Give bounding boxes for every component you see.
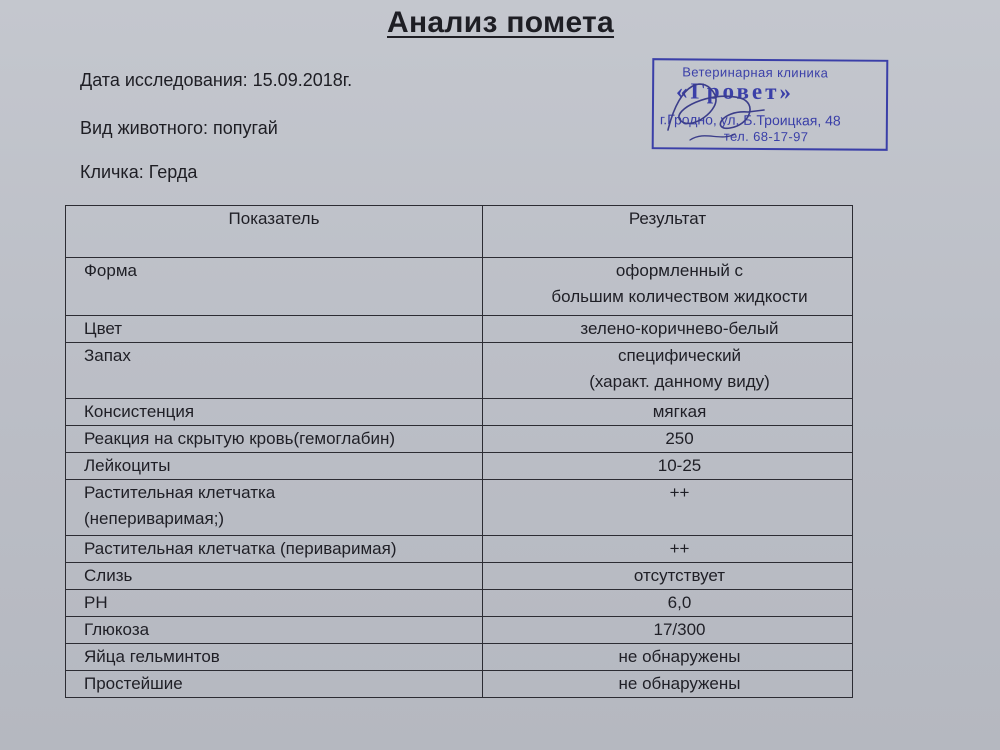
signature-icon <box>660 70 770 150</box>
results-table <box>65 205 853 698</box>
indicator-cell: Яйца гельминтов <box>66 644 483 671</box>
result-cell: мягкая <box>483 399 853 426</box>
table-row <box>66 399 853 426</box>
stamp-phone: тел. 68-17-97 <box>723 128 809 145</box>
pet-name: Кличка: Герда <box>80 162 198 182</box>
indicator-cell: PH <box>66 590 483 617</box>
indicator-cell: Растительная клетчатка (непериваримая;) <box>66 480 483 536</box>
indicator-cell: Реакция на скрытую кровь(гемоглабин) <box>66 426 483 453</box>
page-title: Анализ помета <box>387 6 615 39</box>
table-row <box>66 590 853 617</box>
table-row <box>66 343 853 399</box>
stamp-address: г.Гродно, ул. Б.Троицкая, 48 <box>659 111 841 129</box>
result-cell: 10-25 <box>483 453 853 480</box>
table-header-row <box>66 206 853 258</box>
study-date: Дата исследования: 15.09.2018г. <box>80 70 353 90</box>
table-body <box>66 258 853 698</box>
result-cell: 17/300 <box>483 617 853 644</box>
animal-type: Вид животного: попугай <box>80 118 278 138</box>
indicator-cell: Растительная клетчатка (периваримая) <box>66 536 483 563</box>
indicator-cell: Цвет <box>66 316 483 343</box>
table-row <box>66 617 853 644</box>
indicator-cell: Глюкоза <box>66 617 483 644</box>
result-cell: оформленный с большим количеством жидкости <box>483 258 853 316</box>
stamp-clinic-name: «Гровет» <box>676 78 795 105</box>
result-cell: ++ <box>483 480 853 536</box>
table-row <box>66 426 853 453</box>
result-cell: зелено-коричнево-белый <box>483 316 853 343</box>
table-row <box>66 644 853 671</box>
table-row <box>66 453 853 480</box>
table-row <box>66 563 853 590</box>
result-cell: специфический (характ. данному виду) <box>483 343 853 399</box>
table-row <box>66 671 853 698</box>
result-cell: ++ <box>483 536 853 563</box>
indicator-cell: Лейкоциты <box>66 453 483 480</box>
header-result: Результат <box>483 206 853 258</box>
indicator-cell: Простейшие <box>66 671 483 698</box>
indicator-cell: Форма <box>66 258 483 316</box>
result-cell: не обнаружены <box>483 644 853 671</box>
result-cell: не обнаружены <box>483 671 853 698</box>
table-row <box>66 480 853 536</box>
result-cell: 6,0 <box>483 590 853 617</box>
table-row <box>66 316 853 343</box>
indicator-cell: Запах <box>66 343 483 399</box>
stamp-header: Ветеринарная клиника <box>682 64 829 81</box>
result-cell: 250 <box>483 426 853 453</box>
result-cell: отсутствует <box>483 563 853 590</box>
table-row <box>66 536 853 563</box>
header-indicator: Показатель <box>66 206 483 258</box>
indicator-cell: Консистенция <box>66 399 483 426</box>
table-row <box>66 258 853 316</box>
indicator-cell: Слизь <box>66 563 483 590</box>
